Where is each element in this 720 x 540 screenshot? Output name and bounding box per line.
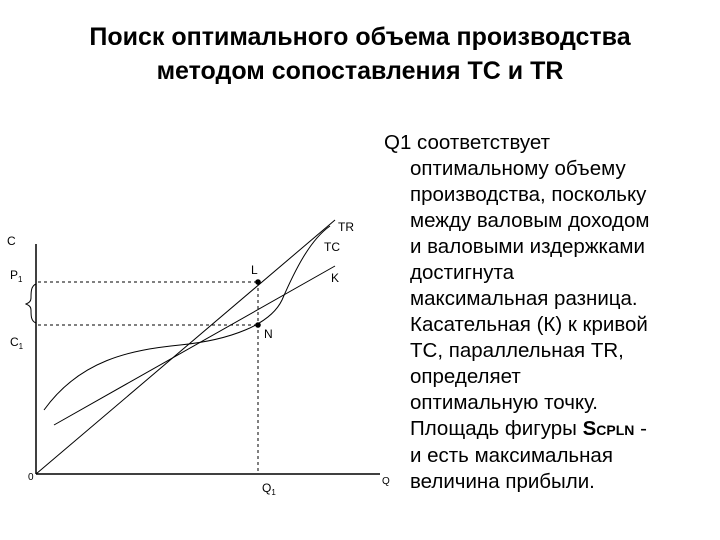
area-sentence: Площадь фигуры: [410, 417, 583, 440]
area-name: CPLN: [596, 422, 635, 438]
l-label: L: [251, 263, 258, 277]
description-line: максимальная разница.: [410, 287, 638, 310]
y-axis-label: C: [7, 234, 16, 248]
description-line: и валовыми издержками: [410, 235, 645, 258]
k-label: K: [331, 271, 340, 285]
description-line: TC, параллельная TR,: [410, 339, 624, 362]
origin-label: 0: [28, 472, 34, 483]
tr-label: TR: [338, 220, 354, 234]
area-dash: -: [634, 417, 647, 440]
title-line-2: методом сопоставления TC и TR: [156, 57, 564, 85]
description-line: производства, поскольку: [410, 183, 647, 206]
tc-curve: [44, 226, 330, 410]
description-line: Касательная (К) к кривой: [410, 313, 648, 336]
description-line: определяет: [410, 365, 521, 388]
description-line: и есть максимальная: [410, 444, 613, 467]
q1-label: $Q_1$: [262, 481, 276, 497]
tc-label: TC: [324, 240, 340, 254]
title-line-1: Поиск оптимального объема производства: [89, 23, 631, 51]
description-line: оптимальную точку.: [410, 391, 599, 414]
description-line: величина прибыли.: [410, 470, 595, 493]
c1-label: $C_1$: [10, 335, 24, 351]
k-tangent-line: [54, 266, 335, 425]
profit-brace: [26, 284, 36, 323]
description-line: между валовым доходом: [410, 209, 650, 232]
description-line: достигнута: [410, 261, 515, 284]
description-line: [384, 416, 704, 443]
p1-label: $P_1$: [10, 268, 23, 284]
description-line: Q1 соответствует: [384, 131, 551, 154]
point-n: [255, 322, 261, 328]
description-line: оптимальному объему: [410, 157, 626, 180]
x-axis-label: Q: [382, 476, 390, 487]
point-l: [255, 279, 261, 285]
tr-line: [36, 220, 335, 474]
description-text: [384, 130, 704, 495]
n-label: N: [264, 327, 273, 341]
area-symbol: S: [582, 417, 597, 440]
